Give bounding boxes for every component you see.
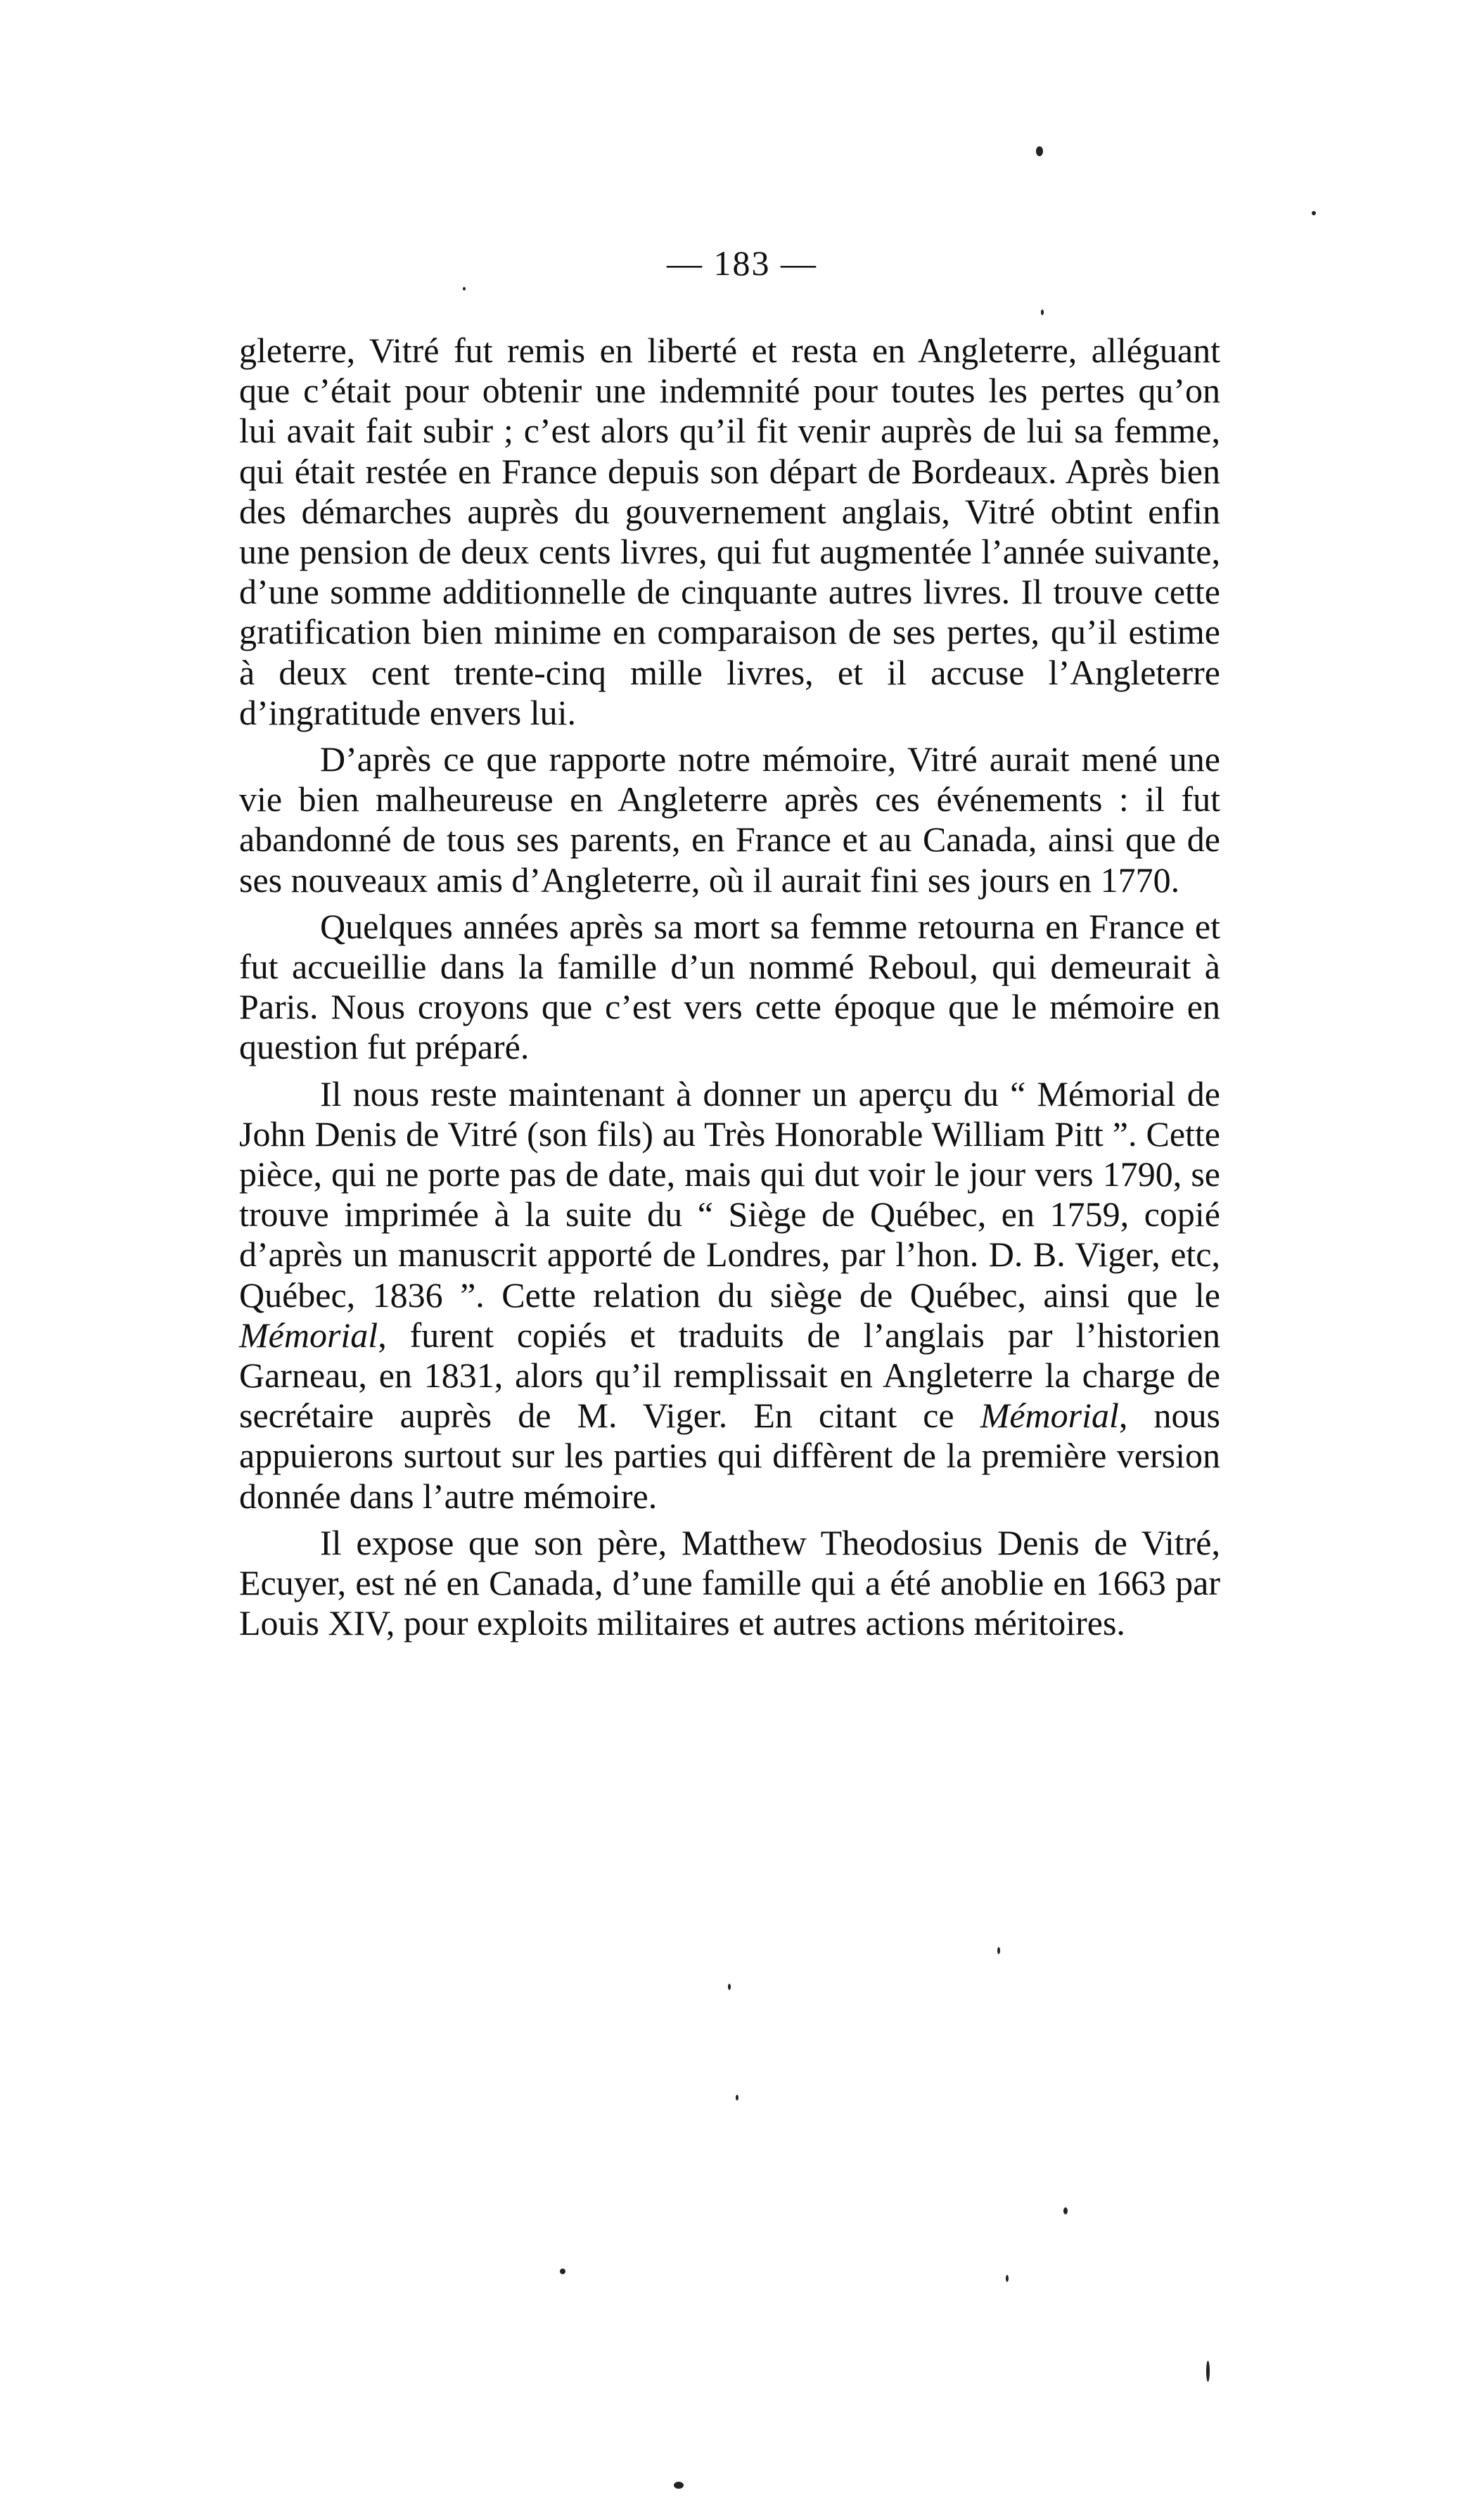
scan-speck [1312, 211, 1316, 215]
paragraph-4 [239, 1074, 1220, 1517]
paragraph-1 [239, 331, 1220, 733]
scan-speck [560, 2269, 565, 2274]
paragraph-3 [239, 907, 1220, 1068]
page-number: — 183 — [667, 243, 817, 283]
italic-title: Mémorial [239, 1315, 378, 1355]
paragraph-text: gleterre, Vitré fut remis en liberté et resta en Angleterre, alléguant que c’était pour obtenir une indemnité pour toutes les pertes qu’on lui avait fait subir ; c’est alors qu’il fit venir auprès de lui sa femme, qui était restée en France depuis son départ de Bordeaux. Après bien des démarches auprès du gouvernement anglais, Vitré obtint enfin une pension de deux cents livres, qui fut augmentée l’année suivante, d’une somme additionnelle de cinquante autres livres. Il trouve cette gratification bien minime en comparaison de ses pertes, qu’il estime à deux cent trente-cinq mille livres, et il accuse l’Angleterre d’ingratitude envers lui. [239, 331, 1220, 732]
italic-title: Mémorial [980, 1396, 1119, 1436]
paragraph-2 [239, 739, 1220, 900]
paragraph-text: Il nous reste maintenant à donner un aperçu du “ Mémorial de John Denis de Vitré (son fils) au Très Honorable William Pitt ”. Cette pièce, qui ne porte pas de date, mais qui dut voir le jour vers 1790, se trouve imprimée à la suite du “ Siège de Québec, en 1759, copié d’après un manuscrit apporté de Londres, par l’hon. D. B. Viger, etc, Québec, 1836 ”. Cette relation du siège de Québec, ainsi que le [239, 1073, 1220, 1315]
paragraph-text: , furent copiés et traduits de l’anglais par l’historien Garneau, en 1831, alors qu’il remplissait en Angleterre la charge de secrétaire auprès de M. Viger. En citant ce [239, 1315, 1220, 1436]
paragraph-text: , nous appuierons surtout sur les parties qui diffèrent de la première version donnée dans l’autre mémoire. [239, 1396, 1220, 1516]
scan-speck [1041, 310, 1044, 315]
scan-speck [736, 2095, 738, 2100]
scan-speck [463, 287, 466, 291]
paragraph-5 [239, 1523, 1220, 1644]
scan-speck [997, 1947, 1000, 1954]
scan-speck [1006, 2275, 1009, 2282]
paragraph-text: Il expose que son père, Matthew Theodosius Denis de Vitré, Ecuyer, est né en Canada, d’une famille qui a été anoblie en 1663 par Louis XIV, pour exploits militaires et autres actions méritoires. [239, 1522, 1220, 1643]
paragraph-text: Quelques années après sa mort sa femme retourna en France et fut accueillie dans la famille d’un nommé Reboul, qui demeurait à Paris. Nous croyons que c’est vers cette époque que le mémoire en question fut préparé. [239, 906, 1220, 1067]
paragraph-text: D’après ce que rapporte notre mémoire, Vitré aurait mené une vie bien malheureuse en Angleterre après ces événements : il fut abandonné de tous ses parents, en France et au Canada, ainsi que de ses nouveaux amis d’Angleterre, où il aurait fini ses jours en 1770. [239, 739, 1220, 900]
scan-speck [1206, 2361, 1210, 2382]
scan-speck [674, 2482, 684, 2489]
scan-speck [1036, 146, 1043, 156]
scan-speck [728, 1984, 731, 1990]
scan-speck [1063, 2207, 1068, 2214]
body-text [239, 331, 1220, 1644]
